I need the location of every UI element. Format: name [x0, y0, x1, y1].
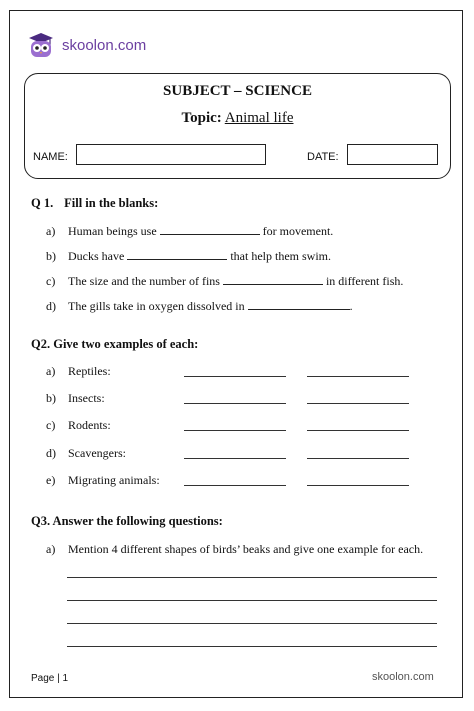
answer-line[interactable] — [184, 403, 286, 404]
item-letter: b) — [46, 391, 56, 405]
item-text: Mention 4 different shapes of birds’ beaks and give one example for each. — [68, 542, 424, 556]
q2-item — [46, 364, 111, 379]
item-text-before: The gills take in oxygen dissolved in — [68, 299, 245, 313]
brand-name: skoolon.com — [62, 36, 147, 54]
brand — [26, 30, 146, 60]
topic-value: Animal life — [224, 110, 294, 126]
item-text-after: in different fish. — [325, 274, 404, 288]
answer-line[interactable] — [307, 430, 409, 431]
q3-number: Q3. — [31, 514, 51, 528]
answer-line[interactable] — [184, 376, 286, 377]
q1-number: Q 1. — [31, 196, 54, 210]
q2-title: Give two examples of each: — [53, 337, 199, 351]
q1-title: Fill in the blanks: — [64, 196, 159, 210]
item-letter: e) — [46, 473, 56, 487]
q2-number: Q2. — [31, 337, 51, 351]
item-letter: c) — [46, 418, 56, 432]
header-box — [24, 73, 451, 179]
item-letter: a) — [46, 542, 56, 556]
answer-line[interactable] — [184, 485, 286, 486]
item-letter: b) — [46, 249, 56, 263]
item-label: Scavengers: — [68, 446, 126, 460]
item-text-before: The size and the number of fins — [68, 274, 220, 288]
item-label: Reptiles: — [68, 364, 111, 378]
answer-blank[interactable] — [223, 274, 323, 285]
owl-logo-icon — [26, 30, 56, 60]
q3-item — [46, 542, 423, 557]
item-letter: c) — [46, 274, 56, 288]
topic-label: Topic: — [181, 110, 222, 126]
item-text-before: Ducks have — [68, 249, 125, 263]
answer-line[interactable] — [307, 403, 409, 404]
item-text-after: for movement. — [262, 224, 334, 238]
page-number: Page | 1 — [31, 673, 69, 684]
answer-line[interactable] — [67, 646, 437, 647]
answer-line[interactable] — [184, 458, 286, 459]
name-label: NAME: — [33, 151, 68, 163]
answer-line[interactable] — [184, 430, 286, 431]
answer-line[interactable] — [67, 600, 437, 601]
item-text-after: . — [349, 299, 353, 313]
date-label: DATE: — [307, 151, 339, 163]
item-letter: d) — [46, 299, 56, 313]
item-label: Rodents: — [68, 418, 111, 432]
q3-heading — [31, 514, 223, 529]
answer-line[interactable] — [67, 623, 437, 624]
answer-line[interactable] — [307, 485, 409, 486]
answer-line[interactable] — [67, 577, 437, 578]
item-label: Migrating animals: — [68, 473, 160, 487]
q2-item — [46, 418, 111, 433]
q2-heading — [31, 337, 198, 352]
q2-item — [46, 391, 105, 406]
q1-item — [46, 249, 331, 264]
item-letter: d) — [46, 446, 56, 460]
q2-item — [46, 473, 160, 488]
q1-item — [46, 299, 353, 314]
answer-blank[interactable] — [160, 224, 260, 235]
answer-line[interactable] — [307, 458, 409, 459]
item-text-before: Human beings use — [68, 224, 157, 238]
topic — [25, 110, 450, 127]
q1-item — [46, 274, 403, 289]
item-text-after: that help them swim. — [230, 249, 331, 263]
answer-line[interactable] — [307, 376, 409, 377]
footer-site: skoolon.com — [372, 671, 434, 683]
item-letter: a) — [46, 224, 56, 238]
subject-title: SUBJECT – SCIENCE — [163, 83, 312, 99]
answer-blank[interactable] — [127, 249, 227, 260]
q1-heading — [31, 196, 158, 211]
date-field[interactable] — [347, 144, 438, 165]
q2-item — [46, 446, 126, 461]
q3-title: Answer the following questions: — [52, 514, 223, 528]
item-label: Insects: — [68, 391, 105, 405]
answer-blank[interactable] — [248, 299, 350, 310]
name-field[interactable] — [76, 144, 266, 165]
item-letter: a) — [46, 364, 56, 378]
q1-item — [46, 224, 333, 239]
